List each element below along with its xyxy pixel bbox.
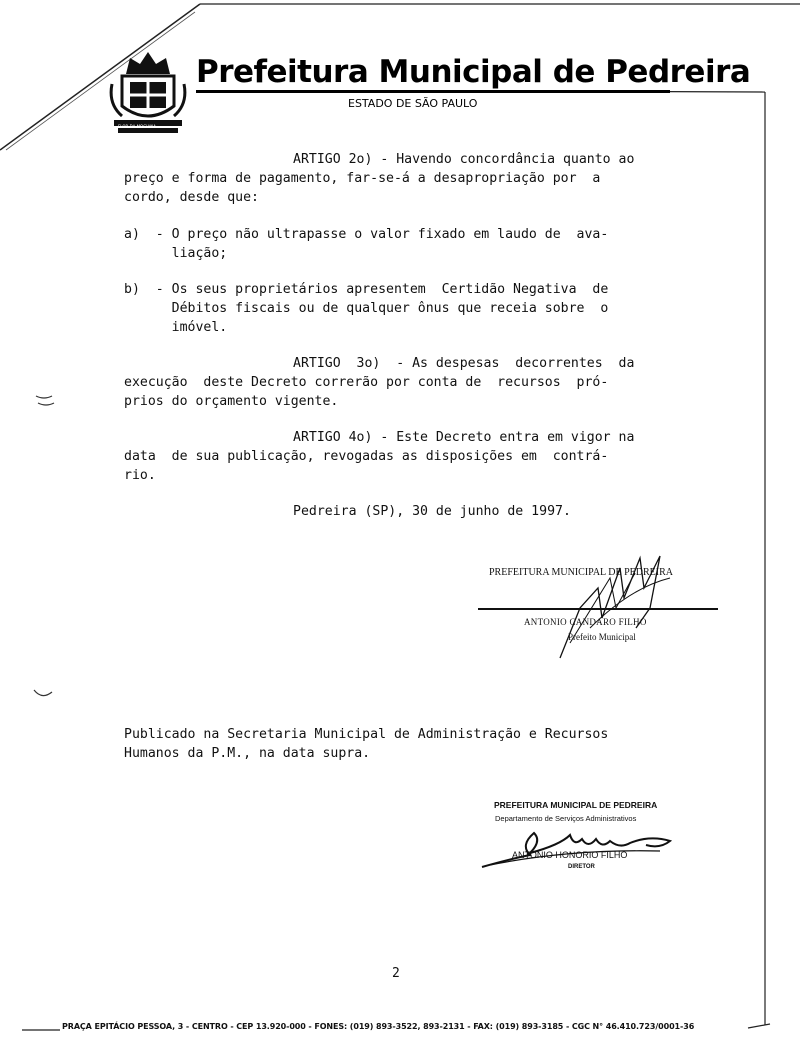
date-line: Pedreira (SP), 30 de junho de 1997. bbox=[293, 504, 571, 519]
artigo2-line-3: cordo, desde que: bbox=[124, 190, 259, 205]
director-org: PREFEITURA MUNICIPAL DE PEDREIRA bbox=[494, 800, 658, 810]
director-handwritten-signature bbox=[470, 815, 680, 875]
publication-line-2: Humanos da P.M., na data supra. bbox=[124, 746, 371, 761]
artigo4-line-3: rio. bbox=[124, 468, 156, 483]
item-b-line-3: imóvel. bbox=[124, 320, 228, 335]
page-number: 2 bbox=[392, 966, 400, 981]
publication-line-1: Publicado na Secretaria Municipal de Administração e Recursos bbox=[124, 727, 609, 742]
artigo4-line-1: ARTIGO 4o) - Este Decreto entra em vigor na bbox=[293, 430, 635, 445]
item-b-line-2: Débitos fiscais ou de qualquer ônus que receia sobre o bbox=[124, 301, 609, 316]
artigo3-line-2: execução deste Decreto correrão por conta de recursos pró- bbox=[124, 375, 609, 390]
item-b-line-1: b) - Os seus proprietários apresentem Certidão Negativa de bbox=[124, 282, 609, 297]
artigo2-line-1: ARTIGO 2o) - Havendo concordância quanto ao bbox=[293, 152, 635, 167]
letterhead-rule bbox=[196, 90, 670, 93]
letterhead-title: Prefeitura Municipal de Pedreira bbox=[196, 54, 751, 90]
director-name: ANTONIO HONORIO FILHO bbox=[512, 850, 628, 860]
item-a-line-1: a) - O preço não ultrapasse o valor fixado em laudo de ava- bbox=[124, 227, 609, 242]
crest-caption: FLOR DA MOGIANA bbox=[118, 124, 156, 129]
director-role: DIRETOR bbox=[568, 864, 595, 870]
letterhead-state: ESTADO DE SÃO PAULO bbox=[348, 97, 478, 110]
artigo3-line-1: ARTIGO 3o) - As despesas decorrentes da bbox=[293, 356, 635, 371]
item-a-line-2: liação; bbox=[124, 246, 228, 261]
municipal-crest-logo bbox=[108, 44, 188, 134]
mayor-handwritten-signature bbox=[540, 548, 690, 668]
mayor-org: PREFEITURA MUNICIPAL DE PEDREIRA bbox=[489, 567, 673, 578]
mayor-name: ANTONIO CANDARO FILHO bbox=[524, 617, 647, 627]
artigo4-line-2: data de sua publicação, revogadas as disposições em contrá- bbox=[124, 449, 609, 464]
artigo3-line-3: prios do orçamento vigente. bbox=[124, 394, 339, 409]
artigo2-line-2: preço e forma de pagamento, far-se-á a desapropriação por a bbox=[124, 171, 601, 186]
director-department: Departamento de Serviços Administrativos bbox=[495, 814, 637, 823]
footer-address: PRAÇA EPITÁCIO PESSOA, 3 - CENTRO - CEP 13.920-000 - FONES: (019) 893-3522, 893-2131 - FAX: (019) 893-3185 - CGC N° 46.410.723/0001-36 bbox=[62, 1022, 695, 1031]
mayor-role: Prefeito Municipal bbox=[568, 632, 636, 642]
